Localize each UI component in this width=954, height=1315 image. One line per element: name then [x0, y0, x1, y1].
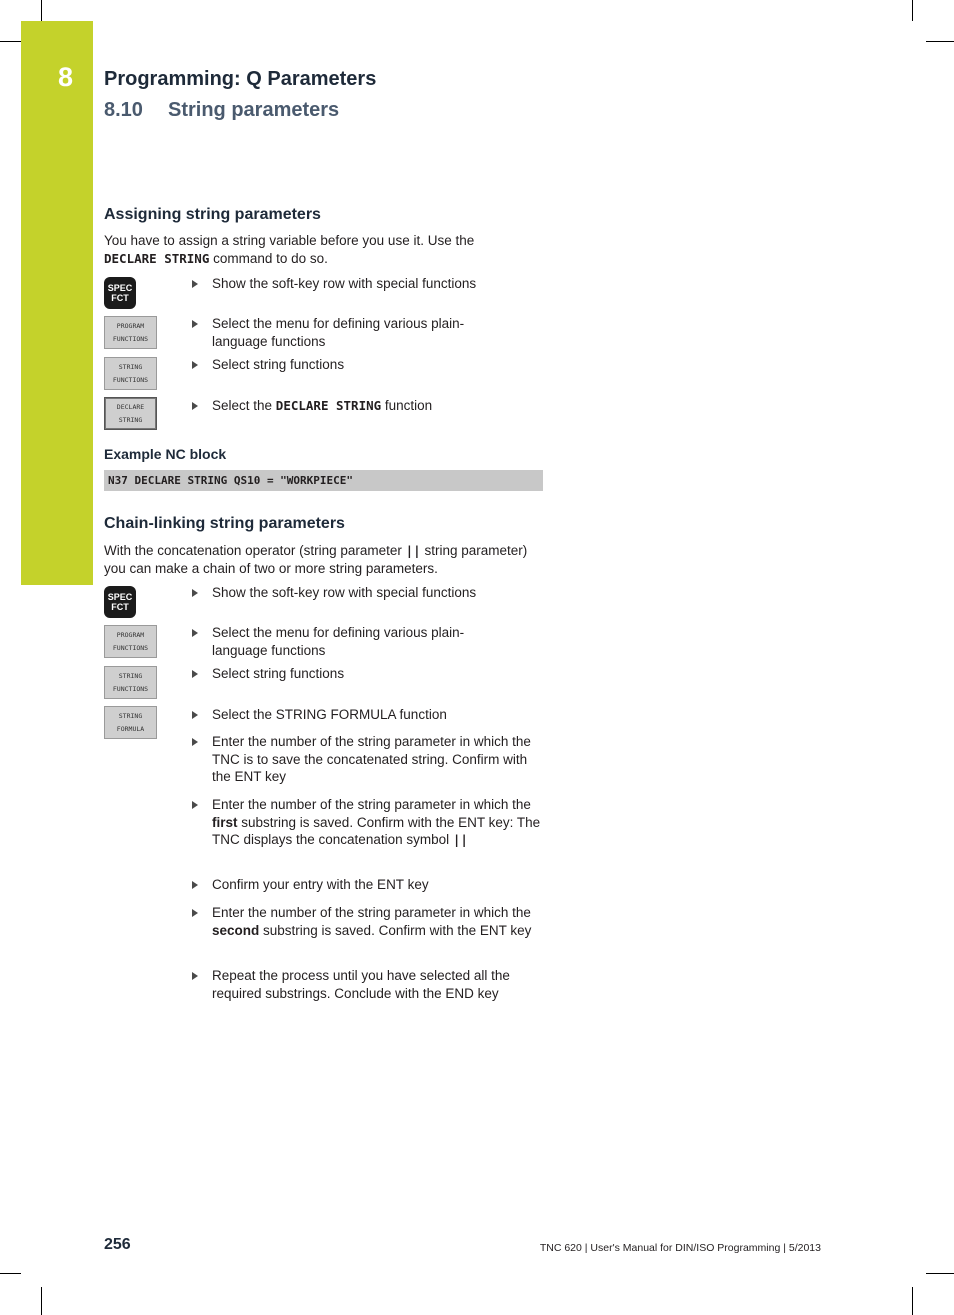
step: [192, 876, 542, 894]
chain-intro-op: ||: [405, 543, 421, 558]
softkey-label-2: FUNCTIONS: [112, 685, 149, 693]
step: [192, 356, 542, 374]
arrow-icon: [192, 402, 198, 410]
section-number: 8.10: [104, 99, 143, 121]
arrow-icon: [192, 711, 198, 719]
program-functions-softkey[interactable]: [104, 316, 157, 349]
example-code: N37 DECLARE STRING QS10 = "WORKPIECE": [104, 470, 543, 491]
crop-mark: [41, 0, 42, 21]
chapter-sidebar: [21, 21, 93, 585]
softkey-label-2: FUNCTIONS: [112, 376, 149, 384]
chapter-title: Programming: Q Parameters: [104, 68, 377, 90]
concat-symbol: ||: [452, 832, 468, 847]
step-text: Show the soft-key row with special functions: [212, 276, 477, 291]
crop-mark: [0, 1273, 21, 1274]
program-functions-softkey[interactable]: [104, 625, 157, 658]
step-text-bold: first: [212, 814, 238, 830]
step-text: [212, 904, 542, 939]
declare-string-softkey[interactable]: [104, 397, 157, 430]
step-text: Enter the number of the string parameter in which the TNC is to save the concatenated string. Confirm with the ENT key: [212, 734, 531, 784]
step: [192, 706, 542, 724]
key-label-1: SPEC: [107, 592, 133, 602]
arrow-icon: [192, 320, 198, 328]
string-functions-softkey[interactable]: [104, 666, 157, 699]
softkey-label-2: STRING: [118, 416, 143, 424]
assign-intro: [104, 232, 546, 268]
step-text: Select the menu for defining various plain-language functions: [212, 625, 465, 658]
crop-mark: [0, 41, 21, 42]
softkey-label-2: FUNCTIONS: [112, 335, 149, 343]
step-text-cmd: DECLARE STRING: [275, 398, 382, 413]
arrow-icon: [192, 972, 198, 980]
assign-intro-cmd: DECLARE STRING: [104, 251, 210, 266]
softkey-label-2: FUNCTIONS: [112, 644, 149, 652]
crop-mark: [926, 1273, 954, 1274]
step-text-pre: Enter the number of the string parameter in which the: [212, 905, 531, 920]
arrow-icon: [192, 670, 198, 678]
step: [192, 315, 542, 350]
arrow-icon: [192, 738, 198, 746]
step: [192, 624, 542, 659]
chapter-number: 8: [58, 62, 74, 92]
step: [192, 397, 542, 415]
string-functions-softkey[interactable]: [104, 357, 157, 390]
arrow-icon: [192, 589, 198, 597]
step-text: [212, 397, 542, 415]
key-label-2: FCT: [111, 602, 129, 612]
arrow-icon: [192, 629, 198, 637]
assign-heading: Assigning string parameters: [104, 206, 321, 223]
arrow-icon: [192, 361, 198, 369]
spec-fct-key[interactable]: [104, 277, 136, 309]
step-text-post: substring is saved. Confirm with the ENT key: [259, 922, 532, 938]
step-text-pre: Enter the number of the string parameter in which the: [212, 797, 531, 812]
step-text-bold: second: [212, 922, 260, 938]
string-formula-softkey[interactable]: [104, 706, 157, 739]
step-text: Select string functions: [212, 357, 345, 372]
arrow-icon: [192, 801, 198, 809]
softkey-label-1: PROGRAM: [116, 322, 145, 330]
assign-intro-1: You have to assign a string variable before you use it. Use the: [104, 233, 475, 248]
step-text-post: function: [381, 398, 433, 413]
step-text: Repeat the process until you have selected all the required substrings. Conclude with the END key: [212, 968, 510, 1001]
crop-mark: [926, 41, 954, 42]
step-text-pre: Select the: [212, 398, 276, 413]
softkey-label-1: STRING: [118, 363, 143, 371]
arrow-icon: [192, 881, 198, 889]
softkey-label-1: STRING: [118, 672, 143, 680]
section-title: String parameters: [168, 99, 340, 121]
step: [192, 665, 542, 683]
arrow-icon: [192, 280, 198, 288]
example-label: Example NC block: [104, 446, 227, 462]
chain-intro-2: string parameter) you can make a chain of two or more string parameters.: [104, 543, 528, 576]
step: [192, 584, 542, 602]
step: [192, 733, 542, 786]
softkey-label-2: FORMULA: [116, 725, 145, 733]
step: [192, 275, 542, 293]
softkey-label-1: DECLARE: [116, 403, 145, 411]
step: [192, 967, 542, 1002]
crop-mark: [912, 0, 913, 21]
chain-heading: Chain-linking string parameters: [104, 515, 345, 532]
softkey-label-1: PROGRAM: [116, 631, 145, 639]
step-text: [212, 796, 542, 849]
footer-manual: TNC 620 | User's Manual for DIN/ISO Programming | 5/2013: [539, 1242, 821, 1254]
key-label-1: SPEC: [107, 283, 133, 293]
step-text: Show the soft-key row with special functions: [212, 585, 477, 600]
step-text: Confirm your entry with the ENT key: [212, 877, 429, 892]
crop-mark: [41, 1287, 42, 1315]
arrow-icon: [192, 909, 198, 917]
chain-intro-1: With the concatenation operator (string parameter: [104, 543, 406, 558]
crop-mark: [912, 1287, 913, 1315]
chain-intro: [104, 542, 549, 578]
step: [192, 796, 542, 849]
softkey-label-1: STRING: [118, 712, 143, 720]
key-label-2: FCT: [111, 293, 129, 303]
assign-intro-2: command to do so.: [209, 251, 328, 266]
spec-fct-key[interactable]: [104, 586, 136, 618]
step-text-post: substring is saved. Confirm with the ENT key: The TNC displays the concatenation symbol: [212, 814, 541, 847]
step-text: Select the menu for defining various plain-language functions: [212, 316, 465, 349]
step-text: Select string functions: [212, 666, 345, 681]
page-number: 256: [104, 1236, 131, 1253]
step: [192, 904, 542, 939]
step-text: Select the STRING FORMULA function: [212, 707, 447, 722]
